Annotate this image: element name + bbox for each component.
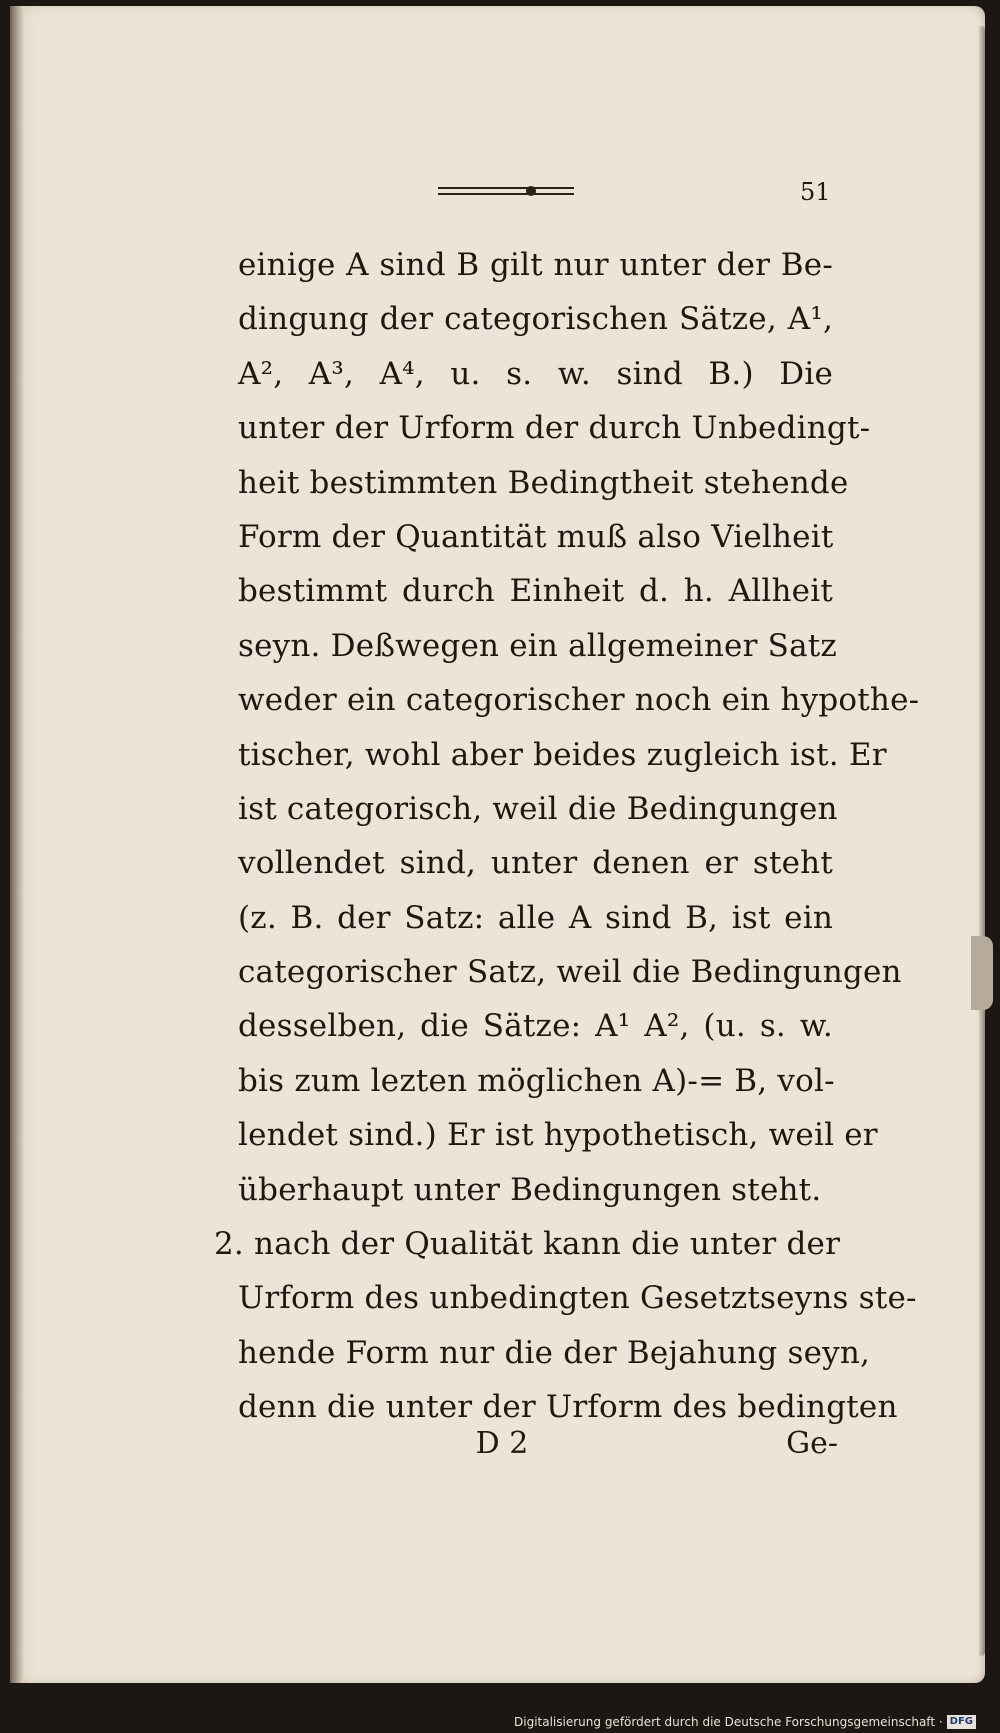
text-line: tischer, wohl aber beides zugleich ist. Er <box>238 736 887 773</box>
page-tab <box>971 936 993 1010</box>
text-line: (z. B. der Satz: alle A sind B, ist ein <box>238 899 833 936</box>
page-number: 51 <box>800 178 831 206</box>
header-rule <box>438 186 574 198</box>
book-page <box>10 6 985 1683</box>
text-line: weder ein categorischer noch ein hypothe- <box>238 682 920 719</box>
text-line: desselben, die Sätze: A¹ A², (u. s. w. <box>238 1008 833 1045</box>
text-line: dingung der categorischen Sätze, A¹, <box>238 301 833 338</box>
credit-text: Digitalisierung gefördert durch die Deutsche Forschungsgemeinschaft · <box>514 1715 943 1729</box>
text-line: Urform des unbedingten Gesetztseyns ste- <box>238 1280 917 1317</box>
digitization-credit <box>514 1713 976 1731</box>
body-text <box>214 238 920 1435</box>
text-line: ist categorisch, weil die Bedingungen <box>238 790 838 827</box>
dfg-logo: DFG <box>947 1715 976 1729</box>
signature-mark: D 2 <box>475 1426 529 1461</box>
text-line: lendet sind.) Er ist hypothetisch, weil er <box>238 1117 878 1154</box>
text-line: heit bestimmten Bedingtheit stehende <box>238 464 849 501</box>
text-line: unter der Urform der durch Unbedingt- <box>238 410 871 447</box>
text-line: überhaupt unter Bedingungen steht. <box>238 1171 822 1208</box>
text-line: bestimmt durch Einheit d. h. Allheit <box>238 573 833 610</box>
page-edge <box>979 26 985 1656</box>
text-line: 2. nach der Qualität kann die unter der <box>214 1226 841 1263</box>
text-line: denn die unter der Urform des bedingten <box>238 1389 898 1426</box>
text-line: bis zum lezten möglichen A)-= B, vol- <box>238 1062 835 1099</box>
text-line: categorischer Satz, weil die Bedingungen <box>238 954 902 991</box>
text-line: einige A sind B gilt nur unter der Be- <box>238 247 833 283</box>
catchword: Ge- <box>786 1426 838 1461</box>
text-line: hende Form nur die der Bejahung seyn, <box>238 1334 871 1371</box>
text-line: seyn. Deßwegen ein allgemeiner Satz <box>238 627 837 664</box>
text-line: Form der Quantität muß also Vielheit <box>238 518 834 555</box>
text-line: A², A³, A⁴, u. s. w. sind B.) Die <box>238 355 833 392</box>
text-line: vollendet sind, unter denen er steht <box>238 845 833 882</box>
book-spine <box>10 6 24 1683</box>
